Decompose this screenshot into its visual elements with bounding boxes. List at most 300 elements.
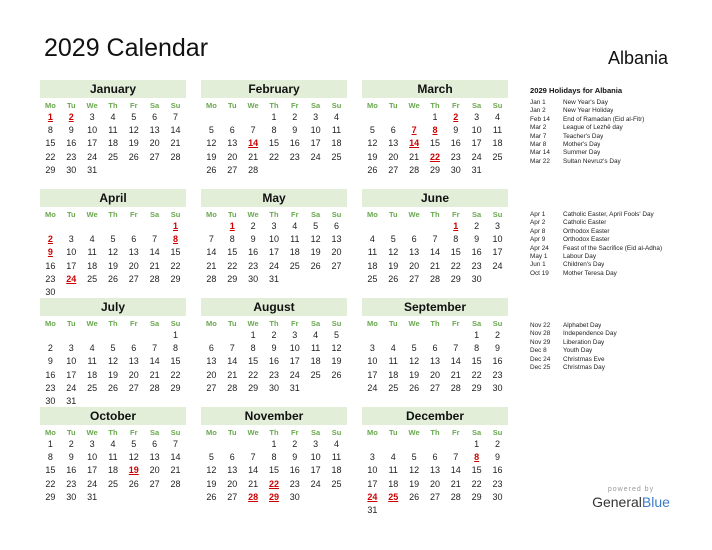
day-cell: 1 (47, 439, 53, 449)
day-cell: 14 (170, 125, 181, 136)
day-cell: 30 (66, 491, 77, 502)
day-cell: 30 (45, 286, 56, 297)
day-cell: 8 (47, 452, 53, 463)
day-cell: 23 (66, 151, 77, 162)
weekday-header-row (201, 209, 347, 220)
day-cell: 27 (227, 491, 238, 502)
day-cell: 23 (268, 369, 279, 380)
day-cell: 19 (409, 478, 420, 489)
holiday-row (530, 339, 705, 347)
day-cell: 21 (409, 151, 420, 162)
month-header: August (201, 298, 347, 316)
weekday-label: Su (331, 101, 342, 110)
holiday-date-label: Jan 1 (530, 99, 546, 106)
day-cell: 21 (450, 369, 461, 380)
holiday-date: 28 (248, 491, 259, 502)
day-cell: 5 (131, 112, 137, 122)
day-cell: 22 (268, 151, 279, 162)
weekday-label: Tu (388, 210, 398, 219)
holiday-date: 9 (47, 247, 53, 258)
weekday-label: We (86, 428, 98, 437)
empty-cell (82, 329, 103, 342)
weekday-label: Fr (452, 319, 460, 328)
day-cell: 12 (128, 125, 139, 136)
day-cell: 14 (429, 247, 440, 258)
day-cell: 7 (152, 234, 158, 245)
month-header: October (40, 407, 186, 425)
empty-cell (144, 220, 165, 233)
day-cell: 5 (333, 330, 339, 340)
day-cell: 2 (47, 343, 53, 354)
holiday-name: End of Ramadan (Eid al-Fitr) (563, 115, 645, 123)
day-cell: 22 (227, 260, 238, 271)
day-cell: 16 (471, 247, 482, 258)
holiday-list-2 (530, 211, 705, 278)
day-cell: 26 (331, 369, 342, 380)
day-grid (362, 220, 508, 286)
weekday-label: Th (430, 319, 440, 328)
brand-logo (588, 486, 674, 510)
day-cell: 19 (206, 151, 217, 162)
day-grid (201, 220, 347, 286)
day-cell: 14 (170, 452, 181, 463)
holiday-name: Sultan Nevruz's Day (563, 157, 621, 165)
holiday-row (530, 347, 705, 355)
day-cell: 11 (87, 356, 97, 367)
empty-cell (362, 438, 383, 451)
weekday-label: Fr (291, 210, 299, 219)
month-february (201, 80, 347, 177)
day-cell: 21 (170, 465, 181, 476)
holiday-row (530, 245, 705, 253)
empty-cell (383, 111, 404, 124)
day-cell: 6 (152, 439, 158, 449)
weekday-label: Tu (66, 101, 76, 110)
day-cell: 12 (206, 465, 217, 476)
holiday-name: New Year's Day (563, 99, 608, 106)
holiday-list-1 (530, 86, 705, 166)
holiday-name: Labour Day (563, 252, 597, 260)
day-cell: 4 (313, 330, 319, 340)
day-cell: 29 (45, 164, 56, 175)
day-cell: 5 (411, 343, 417, 354)
day-cell: 3 (369, 452, 375, 463)
holiday-date-label: Oct 19 (530, 269, 549, 277)
day-cell: 20 (429, 478, 440, 489)
day-cell: 31 (471, 164, 482, 175)
day-grid (40, 329, 186, 408)
weekday-header-row (40, 209, 186, 220)
weekday-label: We (408, 428, 420, 437)
day-cell: 10 (66, 247, 77, 258)
day-cell: 20 (149, 465, 160, 476)
day-cell: 6 (152, 112, 158, 122)
holiday-date: 19 (128, 465, 139, 476)
day-cell: 26 (367, 164, 378, 175)
day-cell: 19 (310, 247, 321, 258)
day-cell: 13 (331, 234, 342, 245)
day-cell: 17 (471, 138, 482, 149)
day-cell: 16 (492, 465, 503, 476)
empty-cell (425, 438, 446, 451)
holiday-name: Mother's Day (563, 140, 601, 148)
holiday-row (530, 261, 705, 269)
weekday-label: Sa (472, 101, 482, 110)
day-cell: 4 (390, 343, 396, 354)
day-cell: 5 (110, 343, 116, 354)
weekday-label: Mo (45, 101, 56, 110)
day-cell: 8 (271, 452, 277, 463)
day-cell: 21 (149, 260, 160, 271)
day-cell: 13 (388, 138, 399, 149)
day-cell: 30 (450, 164, 461, 175)
empty-cell (445, 438, 466, 451)
month-august (201, 298, 347, 395)
weekday-label: We (247, 428, 259, 437)
day-cell: 19 (409, 369, 420, 380)
weekday-header-row (201, 318, 347, 329)
weekday-label: Fr (291, 428, 299, 437)
day-cell: 14 (206, 247, 217, 258)
holiday-date: 22 (429, 151, 440, 162)
day-cell: 29 (429, 164, 440, 175)
day-cell: 3 (89, 112, 95, 122)
empty-cell (243, 438, 264, 451)
day-cell: 11 (108, 125, 118, 136)
day-cell: 19 (107, 260, 118, 271)
weekday-label: Tu (227, 101, 237, 110)
day-cell: 26 (206, 491, 217, 502)
holiday-row (530, 149, 705, 157)
day-cell: 4 (333, 112, 339, 122)
holiday-date: 8 (172, 234, 178, 245)
empty-cell (404, 329, 425, 342)
day-cell: 2 (494, 439, 500, 449)
day-cell: 29 (471, 382, 482, 393)
weekday-label: Su (170, 210, 181, 219)
day-cell: 4 (390, 452, 396, 463)
day-cell: 25 (331, 478, 342, 489)
day-cell: 14 (450, 356, 461, 367)
day-cell: 30 (268, 382, 279, 393)
weekday-label: Su (170, 101, 181, 110)
day-cell: 20 (128, 369, 139, 380)
holiday-row (530, 211, 705, 219)
weekday-label: Th (269, 428, 279, 437)
day-cell: 4 (333, 439, 339, 449)
holiday-row (530, 228, 705, 236)
day-grid (362, 329, 508, 395)
day-cell: 26 (107, 273, 118, 284)
day-cell: 23 (450, 151, 461, 162)
day-cell: 24 (289, 369, 300, 380)
weekday-label: Su (492, 428, 503, 437)
day-cell: 20 (388, 151, 399, 162)
weekday-label: Sa (311, 101, 321, 110)
day-cell: 18 (310, 356, 321, 367)
weekday-label: Fr (452, 101, 460, 110)
weekday-label: We (408, 101, 420, 110)
weekday-label: Mo (45, 319, 56, 328)
day-cell: 27 (331, 260, 342, 271)
weekday-header-row (40, 100, 186, 111)
month-header: February (201, 80, 347, 98)
day-cell: 7 (152, 343, 158, 354)
day-grid (362, 438, 508, 517)
day-cell: 16 (66, 465, 77, 476)
day-cell: 12 (409, 465, 420, 476)
day-cell: 15 (170, 356, 181, 367)
month-header: May (201, 189, 347, 207)
holiday-row (530, 253, 705, 261)
day-grid (40, 220, 186, 299)
day-cell: 8 (47, 125, 53, 136)
day-cell: 14 (149, 356, 160, 367)
empty-cell (383, 329, 404, 342)
day-cell: 16 (289, 465, 300, 476)
day-cell: 3 (474, 112, 480, 122)
empty-cell (40, 329, 61, 342)
empty-cell (103, 329, 124, 342)
day-cell: 27 (429, 382, 440, 393)
day-cell: 23 (66, 478, 77, 489)
day-cell: 2 (474, 221, 480, 231)
month-september (362, 298, 508, 395)
day-cell: 22 (45, 151, 56, 162)
day-cell: 17 (268, 247, 279, 258)
empty-cell (362, 220, 383, 233)
weekday-label: Sa (150, 101, 160, 110)
holiday-name: Summer Day (563, 149, 601, 157)
month-november (201, 407, 347, 504)
holiday-name: Orthodox Easter (563, 227, 610, 235)
weekday-header-row (362, 100, 508, 111)
day-cell: 30 (492, 491, 503, 502)
day-cell: 13 (128, 356, 139, 367)
holiday-date-label: Apr 8 (530, 227, 546, 235)
weekday-header-row (362, 318, 508, 329)
holiday-row (530, 124, 705, 132)
holiday-list-3 (530, 322, 705, 372)
weekday-label: Th (108, 210, 118, 219)
holiday-date-label: Nov 29 (530, 338, 551, 346)
day-cell: 2 (68, 439, 74, 449)
holiday-date-label: May 1 (530, 252, 548, 260)
day-cell: 27 (149, 478, 160, 489)
day-cell: 24 (310, 478, 321, 489)
day-cell: 8 (271, 125, 277, 136)
day-cell: 27 (429, 491, 440, 502)
holiday-name: Teacher's Day (563, 132, 604, 140)
weekday-label: Tu (227, 210, 237, 219)
day-cell: 9 (68, 125, 74, 136)
day-cell: 28 (429, 273, 440, 284)
day-cell: 17 (367, 478, 378, 489)
day-cell: 15 (45, 138, 56, 149)
day-cell: 27 (206, 382, 217, 393)
day-cell: 15 (248, 356, 259, 367)
weekday-label: Su (170, 428, 181, 437)
country-name: Albania (607, 48, 668, 68)
day-cell: 9 (474, 234, 480, 245)
day-cell: 20 (206, 369, 217, 380)
day-cell: 19 (206, 478, 217, 489)
holiday-date: 24 (66, 273, 77, 284)
day-cell: 17 (310, 465, 321, 476)
day-cell: 20 (227, 478, 238, 489)
empty-cell (383, 438, 404, 451)
weekday-label: Tu (388, 319, 398, 328)
weekday-label: Su (492, 210, 503, 219)
weekday-label: Su (331, 210, 342, 219)
month-header: January (40, 80, 186, 98)
weekday-label: Sa (472, 428, 482, 437)
day-cell: 24 (367, 382, 378, 393)
holiday-name: Mother Teresa Day (563, 269, 617, 277)
weekday-label: Mo (206, 428, 217, 437)
day-cell: 5 (411, 452, 417, 463)
day-cell: 18 (107, 138, 118, 149)
holiday-name: Christmas Eve (563, 355, 605, 363)
day-cell: 26 (128, 478, 139, 489)
day-cell: 16 (289, 138, 300, 149)
day-cell: 23 (471, 260, 482, 271)
day-cell: 25 (87, 273, 98, 284)
day-cell: 3 (68, 234, 74, 245)
weekday-label: Th (269, 319, 279, 328)
day-cell: 12 (128, 452, 139, 463)
day-cell: 29 (170, 382, 181, 393)
holiday-date: 22 (268, 478, 279, 489)
day-cell: 21 (206, 260, 217, 271)
brand-name-part2: Blue (641, 494, 670, 510)
day-cell: 24 (87, 478, 98, 489)
weekday-header-row (40, 427, 186, 438)
holiday-date-label: Mar 14 (530, 149, 550, 157)
day-cell: 26 (206, 164, 217, 175)
day-cell: 20 (429, 369, 440, 380)
day-cell: 3 (271, 221, 277, 231)
holiday-row (530, 158, 705, 166)
month-april (40, 189, 186, 299)
holiday-name: Feast of the Sacrifice (Eid al-Adha) (563, 244, 663, 252)
holiday-date-label: Mar 7 (530, 132, 547, 140)
weekday-label: Fr (452, 428, 460, 437)
weekday-label: Fr (130, 428, 138, 437)
day-cell: 28 (227, 382, 238, 393)
day-cell: 6 (208, 343, 214, 354)
day-cell: 26 (409, 382, 420, 393)
holiday-name: New Year Holiday (563, 107, 614, 115)
day-cell: 30 (66, 164, 77, 175)
day-cell: 9 (453, 125, 459, 136)
day-cell: 12 (206, 138, 217, 149)
holiday-name: Catholic Easter (563, 219, 607, 227)
day-cell: 17 (87, 138, 98, 149)
day-grid (201, 329, 347, 395)
day-cell: 27 (227, 164, 238, 175)
day-cell: 16 (45, 369, 56, 380)
day-cell: 13 (409, 247, 420, 258)
weekday-label: Mo (367, 210, 378, 219)
day-cell: 20 (227, 151, 238, 162)
day-cell: 28 (149, 382, 160, 393)
day-cell: 2 (250, 221, 256, 231)
day-cell: 5 (208, 452, 214, 463)
day-cell: 13 (149, 125, 160, 136)
month-december (362, 407, 508, 517)
day-cell: 22 (248, 369, 259, 380)
day-cell: 18 (388, 478, 399, 489)
weekday-label: Sa (150, 428, 160, 437)
day-cell: 4 (89, 343, 95, 354)
day-cell: 28 (206, 273, 217, 284)
day-cell: 9 (494, 452, 500, 463)
day-cell: 12 (388, 247, 399, 258)
day-cell: 9 (292, 452, 298, 463)
day-cell: 10 (367, 465, 378, 476)
day-cell: 25 (87, 382, 98, 393)
weekday-label: We (408, 210, 420, 219)
holiday-date-label: Jan 2 (530, 107, 546, 115)
weekday-label: Su (170, 319, 181, 328)
day-cell: 15 (170, 247, 181, 258)
day-cell: 4 (89, 234, 95, 245)
day-cell: 9 (68, 452, 74, 463)
holiday-date-label: Apr 1 (530, 211, 546, 218)
day-cell: 4 (110, 439, 116, 449)
day-cell: 1 (474, 330, 480, 340)
empty-cell (362, 111, 383, 124)
day-cell: 5 (369, 125, 375, 136)
weekday-label: Sa (150, 319, 160, 328)
day-cell: 21 (149, 369, 160, 380)
day-cell: 30 (289, 491, 300, 502)
day-cell: 15 (45, 465, 56, 476)
day-cell: 8 (250, 343, 256, 354)
holiday-name: Youth Day (563, 347, 593, 355)
holiday-date-label: Apr 9 (530, 236, 546, 244)
day-cell: 26 (388, 273, 399, 284)
day-cell: 13 (128, 247, 139, 258)
holiday-row (530, 107, 705, 115)
holiday-date-label: Mar 2 (530, 124, 547, 132)
day-cell: 4 (292, 221, 298, 231)
day-cell: 27 (409, 273, 420, 284)
weekday-label: Fr (291, 101, 299, 110)
weekday-label: Sa (311, 428, 321, 437)
day-cell: 23 (492, 478, 503, 489)
holiday-row (530, 99, 705, 107)
day-cell: 18 (388, 369, 399, 380)
day-cell: 12 (367, 138, 378, 149)
holiday-date: 2 (68, 112, 74, 122)
day-cell: 17 (492, 247, 503, 258)
holiday-row (530, 116, 705, 124)
day-cell: 25 (331, 151, 342, 162)
day-cell: 28 (409, 164, 420, 175)
empty-cell (61, 220, 82, 233)
empty-cell (123, 220, 144, 233)
weekday-label: Su (492, 101, 503, 110)
weekday-header-row (40, 318, 186, 329)
day-cell: 11 (331, 125, 342, 136)
day-cell: 23 (45, 273, 56, 284)
month-header: December (362, 407, 508, 425)
day-cell: 13 (149, 452, 160, 463)
day-cell: 25 (492, 151, 503, 162)
weekday-label: Su (492, 319, 503, 328)
